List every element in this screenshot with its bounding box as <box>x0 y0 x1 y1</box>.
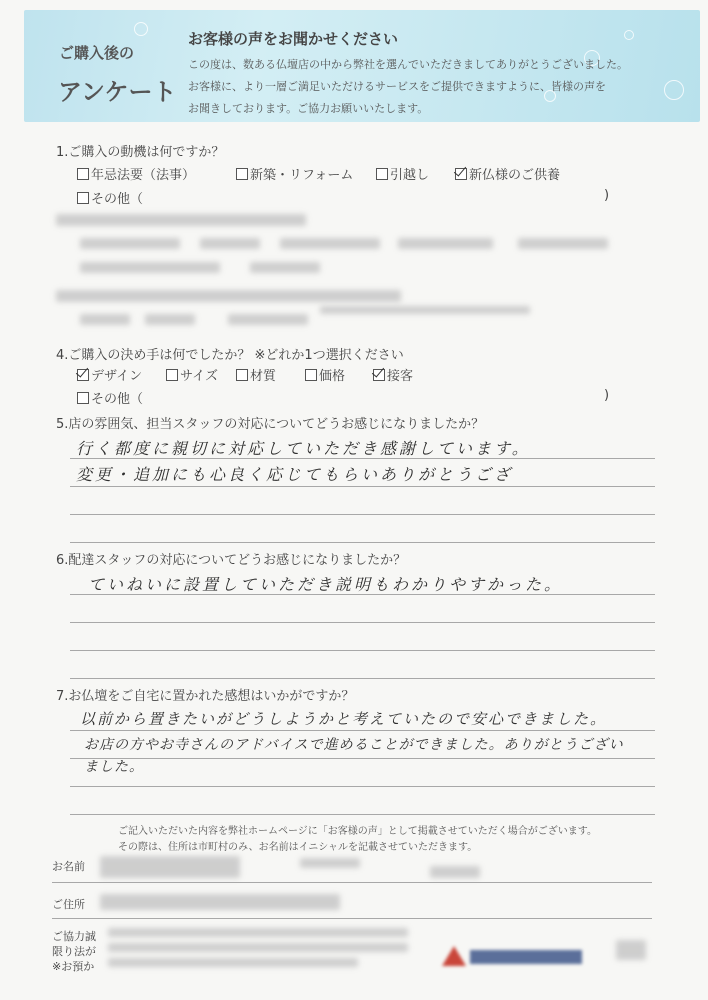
header-title: お客様の声をお聞かせください <box>188 30 399 48</box>
checkbox-icon[interactable] <box>236 168 248 180</box>
answer-line <box>70 622 655 623</box>
q1-option-other[interactable]: その他（ <box>77 188 143 207</box>
redacted-q3-option <box>228 314 308 325</box>
q5-question: 5.店の雰囲気、担当スタッフの対応についてどうお感じになりましたか？ <box>56 417 485 432</box>
q4-option-5[interactable]: 接客 <box>373 365 413 384</box>
q5-answer-line-2: 変更・追加にも心良く応じてもらいありがとうござ <box>76 465 514 484</box>
checkbox-checked-icon[interactable] <box>77 369 89 381</box>
answer-line <box>70 650 655 651</box>
q1-close-paren: ) <box>604 188 610 203</box>
redacted-footer-text <box>108 928 408 937</box>
q7-answer-line-3: ました。 <box>84 759 144 775</box>
header-line-2: お客様に、より一層ご満足いただけるサービスをご提供できますように、皆様の声を <box>188 80 606 93</box>
checkbox-icon[interactable] <box>166 369 178 381</box>
redacted-q2-option <box>80 238 180 249</box>
q4-option-2[interactable]: サイズ <box>166 365 218 384</box>
answer-line <box>70 786 655 787</box>
header-banner <box>24 10 700 122</box>
banner-left-panel <box>24 10 177 122</box>
redacted-q3-option <box>80 314 130 325</box>
checkbox-checked-icon[interactable] <box>373 369 385 381</box>
redacted-name <box>100 856 240 878</box>
q1-option-3[interactable]: 引越し <box>376 164 429 183</box>
q7-question: 7.お仏壇をご自宅に置かれた感想はいかがですか？ <box>56 689 355 704</box>
redacted-q2-option <box>200 238 260 249</box>
q4-option-3[interactable]: 材質 <box>236 365 276 384</box>
footer-label-3: ※お預か <box>52 960 95 973</box>
q6-answer-line-1: ていねいに設置していただき説明もわかりやすかった。 <box>88 575 564 594</box>
redacted-q2-question <box>56 214 306 226</box>
q1-option-1[interactable]: 年忌法要（法事） <box>77 164 195 183</box>
redacted-q3-option <box>145 314 195 325</box>
q4-option-1[interactable]: デザイン <box>77 365 142 384</box>
header-line-1: この度は、数ある仏壇店の中から弊社を選んでいただきましてありがとうございました。 <box>188 58 628 71</box>
answer-line <box>70 514 655 515</box>
header-line-3: お聞きしております。ご協力お願いいたします。 <box>188 102 429 115</box>
redacted-footer-text <box>108 943 408 952</box>
q1-option-4[interactable]: 新仏様のご供養 <box>455 164 560 183</box>
redacted-name-kana <box>300 858 360 868</box>
survey-subtitle: ご購入後の <box>59 44 135 62</box>
redacted-stamp <box>616 940 646 960</box>
q6-question: 6.配達スタッフの対応についてどうお感じになりましたか？ <box>56 553 407 568</box>
redacted-q2-option <box>80 262 220 273</box>
q7-answer-line-1: 以前から置きたいがどうしようかと考えていたので安心できました。 <box>80 710 608 728</box>
q4-question: 4.ご購入の決め手は何でしたか？ ※どれか1つ選択ください <box>56 348 404 363</box>
q4-option-other[interactable]: その他（ <box>77 388 143 407</box>
q5-answer-line-1: 行く都度に親切に対応していただき感謝しています。 <box>76 439 531 458</box>
redacted-address <box>100 894 340 910</box>
redacted-age <box>430 866 480 878</box>
name-underline <box>52 882 652 883</box>
footer-label-1: ご協力誠 <box>52 930 96 943</box>
checkbox-icon[interactable] <box>305 369 317 381</box>
answer-line <box>70 758 655 759</box>
checkbox-icon[interactable] <box>236 369 248 381</box>
survey-title: アンケート <box>58 78 177 106</box>
notice-line-1: ご記入いただいた内容を弊社ホームページに「お客様の声」として掲載させていただく場合がございます。 <box>118 826 597 837</box>
checkbox-icon[interactable] <box>376 168 388 180</box>
q7-answer-line-2: お店の方やお寺さんのアドバイスで進めることができました。ありがとうござい <box>84 737 624 753</box>
redacted-q2-option <box>518 238 608 249</box>
redacted-q3-note <box>320 306 530 314</box>
answer-line <box>70 678 655 679</box>
address-label: ご住所 <box>52 898 85 911</box>
redacted-q2-option <box>280 238 380 249</box>
q4-close-paren: ) <box>604 388 610 403</box>
address-underline <box>52 918 652 919</box>
redacted-q2-option <box>250 262 320 273</box>
company-logo <box>440 942 590 968</box>
name-label: お名前 <box>52 860 85 873</box>
checkbox-icon[interactable] <box>77 392 89 404</box>
footer-label-2: 限り法が <box>52 945 96 958</box>
answer-line <box>70 814 655 815</box>
notice-line-2: その際は、住所は市町村のみ、お名前はイニシャルを記載させていただきます。 <box>118 842 478 853</box>
q1-question: 1.ご購入の動機は何ですか？ <box>56 145 225 160</box>
checkbox-checked-icon[interactable] <box>455 168 467 180</box>
q1-option-2[interactable]: 新築・リフォーム <box>236 164 353 183</box>
answer-line <box>70 486 655 487</box>
q4-option-4[interactable]: 価格 <box>305 365 345 384</box>
checkbox-icon[interactable] <box>77 192 89 204</box>
answer-line <box>70 542 655 543</box>
answer-line <box>70 730 655 731</box>
redacted-q2-option <box>398 238 493 249</box>
redacted-q3-question <box>56 290 401 302</box>
checkbox-icon[interactable] <box>77 168 89 180</box>
redacted-footer-text <box>108 958 358 967</box>
